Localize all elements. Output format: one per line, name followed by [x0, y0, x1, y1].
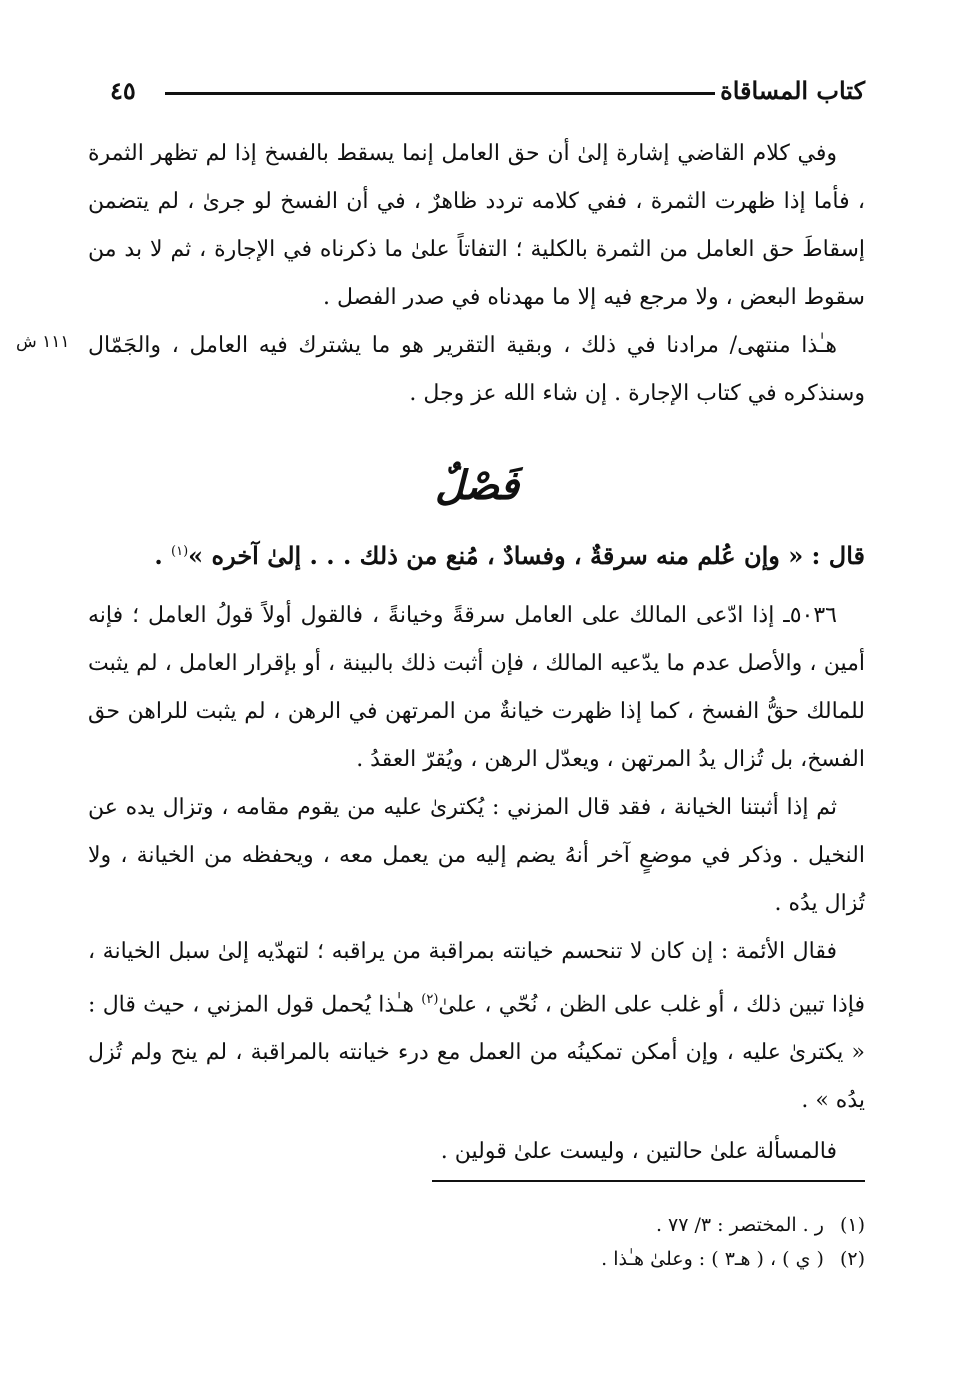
paragraph-1-text: وفي كلام القاضي إشارة إلىٰ أن حق العامل إنما يسقط بالفسخ إذا لم تظهر الثمرة ، فأما إذا ظهرت الثمرة ، ففي كلامه تردد ظاهرٌ ، في أن الفسخ لو جرىٰ ، لم يتضمن إسقاطَ حق العامل من الثمرة بالكلية ؛ التفاتاً علىٰ ما ذكرناه في الإجارة ، ثم لا بد من سقوط البعض ، ولا مرجع فيه إلا ما مهدناه في صدر الفصل . [88, 141, 865, 310]
paragraph-6 [88, 1128, 865, 1176]
paragraph-5 [88, 928, 865, 1125]
section-heading: فَصْلٌ [434, 462, 520, 509]
footnote-2-text: ( ي ) ، ( هـ٣ ) : وعلىٰ هـٰذا . [601, 1248, 824, 1270]
paragraph-2 [88, 322, 865, 418]
paragraph-1 [88, 130, 865, 322]
page-header [110, 70, 865, 110]
footnote-2-number: (٢) [839, 1248, 865, 1270]
footnote-1-text: ر . المختصر : ٣/ ٧٧ . [655, 1214, 824, 1236]
paragraph-5-text [88, 928, 865, 1125]
paragraph-4-text: ثم إذا أثبتنا الخيانة ، فقد قال المزني : يُكترىٰ عليه من يقوم مقامه ، وتزال يده عن النخيل . وذكر في موضعٍ آخر أنهُ يضم إليه من يعمل معه ، ويحفظه من الخيانة ، ولا تُزال يدُه . [88, 795, 865, 916]
header-rule [165, 92, 715, 95]
footnote-ref-1[interactable]: (١) [171, 544, 189, 559]
paragraph-5-before: فقال الأئمة : إن كان لا تنحسم خيانته بمراقبة من يراقبه ؛ لتهدّيه إلىٰ سبل الخيانة ، فإذا تبين ذلك ، أو غلب على الظن ، نُحّي ، علىٰ [88, 939, 866, 1018]
footnote-separator [432, 1180, 865, 1182]
margin-manuscript-note: ١١١ ش [16, 332, 70, 352]
footnote-2 [88, 1242, 865, 1276]
paragraph-4 [88, 784, 865, 928]
paragraph-5-after: هـٰذا يُحمل قول المزني ، حيث قال : « يكترىٰ عليه ، وإن أمكن تمكينُه من العمل مع درء خيانته بالمراقبة ، لم ينح ولم تُزل يدُه » . [88, 992, 865, 1114]
page-number: ٤٥ [110, 76, 136, 105]
paragraph-3-text: ٥٠٣٦ـ إذا ادّعى المالك على العامل سرقةً وخيانةً ، فالقول أولاً قولُ العامل ؛ فإنه أمين ، والأصل عدم ما يدّعيه المالك ، فإن أثبت ذلك بالبينة ، أو بإقرار العامل ، لم يثبت للمالك حقُّ الفسخ ، كما إذا ظهرت خيانةٌ من المرتهن في الرهن ، لم يثبت للراهن حق الفسخ، بل تُزال يدُ المرتهن ، ويعدّل الرهن ، ويُقرّ العقدُ . [88, 603, 865, 772]
footnote-1-number: (١) [839, 1214, 865, 1236]
paragraph-6-text: فالمسألة علىٰ حالتين ، وليست علىٰ قولين . [440, 1139, 837, 1164]
section-quote-end: . [154, 541, 172, 570]
paragraph-2-text: هـٰذا منتهى/ مرادنا في ذلك ، وبقية التقرير هو ما يشترك فيه العامل ، والجَمّال وسنذكره في كتاب الإجارة . إن شاء الله عز وجل . [88, 333, 865, 406]
section-quote [88, 528, 865, 580]
section-quote-text: قال : « وإن عُلم منه سرقةٌ ، وفسادٌ ، مُنع من ذلك . . . إلىٰ آخره » [188, 541, 865, 570]
footnotes [88, 1208, 865, 1276]
book-title: كتاب المساقاة [720, 76, 865, 105]
footnote-ref-2[interactable]: (٢) [421, 992, 439, 1007]
paragraph-3 [88, 592, 865, 784]
footnote-1 [88, 1208, 865, 1242]
